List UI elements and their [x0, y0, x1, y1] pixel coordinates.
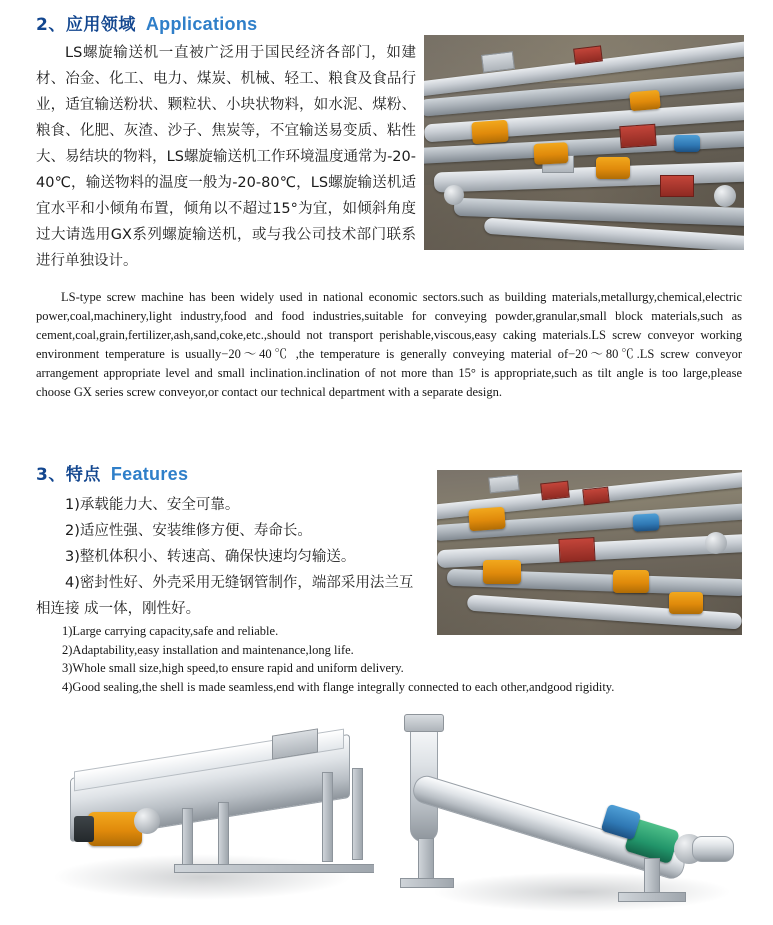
drive-motor [669, 592, 703, 614]
section-heading-applications [36, 10, 257, 35]
photo-shadow [432, 872, 732, 912]
section-number-features: 3、 [36, 465, 66, 485]
inclined-conveyor-scene [392, 712, 764, 912]
drive-motor [629, 90, 661, 112]
conveyor-inlet [404, 714, 444, 732]
conveyor-inlet-red [558, 537, 595, 563]
support-leg [418, 838, 434, 882]
list-item: 1)承载能力大、安全可靠。 [65, 497, 240, 513]
support-leg [352, 768, 363, 860]
end-flange [134, 808, 160, 834]
drive-motor-blue [633, 513, 660, 531]
features-list-english [62, 622, 722, 696]
list-item: 3)整机体积小、转速高、确保快速均匀输送。 [65, 549, 356, 565]
support-base [618, 892, 686, 902]
drive-motor [468, 507, 505, 531]
section-heading-features [36, 460, 188, 485]
applications-body-chinese: LS螺旋输送机一直被广泛用于国民经济各部门，如建材、冶金、化工、电力、煤炭、机械、轻工、粮食及食品行业，适宜输送粉状、颗粒状、小块状物料，如水泥、煤粉、粮食、化肥、灰渣、沙子、焦炭等，不宜输送易变质、粘性大、易结块的物料，LS螺旋输送机工作环境温度通常为-20-40℃，输送物料的温度一般为-20-80℃，LS螺旋输送机适宜水平和小倾角布置，倾角以不超过15°为宜，如倾斜角度过大请选用GX系列螺旋输送机，或与我公司技术部门联系进行单独设计。 [36, 45, 416, 269]
features-list-chinese [36, 492, 426, 622]
drive-motor-blue [674, 135, 700, 152]
conveyor-inlet-red [660, 175, 694, 197]
applications-body-english: LS-type screw machine has been widely used in national economic sectors.such as building materials,metallurgy,chemical,electric power,coal,machinery,light industry,food and food industries,suitable for conveying powder,granular,small block materials,such as cement,coal,grain,fertilizer,ash,sand,coke,etc.,should not transport perishable,viscous,easy caking materials.LS screw conveyor working environment temperature is usually−20～40℃ ,the temperature is generally conveying material of−20～80℃.LS screw conveyor arrangement appropriate level and small inclination.inclination of not more than 15° is appropriate,such as tilt angle is too large,please choose GX series screw conveyor,or contact our technical department with a separate design. [36, 290, 742, 399]
list-item: 4)Good sealing,the shell is made seamless,end with flange integrally connected to each other,andgood rigidity. [62, 679, 615, 694]
discharge-outlet [692, 836, 734, 862]
end-flange [705, 532, 727, 554]
section-title-en-applications: Applications [145, 14, 258, 34]
long-conveyor-scene [22, 716, 374, 906]
drive-motor [471, 120, 508, 144]
drive-motor [483, 560, 521, 584]
list-item: 4)密封性好、外壳采用无缝钢管制作，端部采用法兰互相连接 成一体，刚性好。 [36, 575, 414, 617]
list-item: 2)适应性强、安装维修方便、寿命长。 [65, 523, 312, 539]
conveyor-inlet [481, 51, 515, 73]
support-base [174, 864, 374, 873]
applications-photo-scene [424, 35, 744, 250]
drive-motor [613, 570, 649, 593]
conveyor-inlet [488, 474, 520, 493]
applications-photo [424, 35, 744, 250]
bottom-photo-long-conveyor [22, 716, 374, 906]
list-item: 3)Whole small size,high speed,to ensure rapid and uniform delivery. [62, 661, 404, 675]
support-leg [644, 858, 660, 896]
section-title-cn-applications: 应用领域 [65, 15, 136, 35]
support-leg [218, 802, 229, 868]
end-flange [444, 185, 464, 205]
section-number-applications: 2、 [36, 15, 66, 35]
section-title-en-features: Features [110, 464, 189, 484]
end-flange [714, 185, 736, 207]
drive-motor [533, 142, 568, 165]
support-base [400, 878, 454, 888]
list-item: 2)Adaptability,easy installation and maintenance,long life. [62, 642, 354, 657]
conveyor-inlet-red [573, 45, 603, 64]
conveyor-inlet-red [619, 124, 656, 148]
features-photo [437, 470, 742, 635]
section-title-cn-features: 特点 [65, 465, 101, 485]
support-leg [322, 772, 333, 862]
drive-motor [596, 157, 630, 179]
gearbox [74, 816, 94, 842]
conveyor-inlet-red [582, 487, 610, 506]
photo-shadow [52, 854, 352, 900]
list-item: 1)Large carrying capacity,safe and reliable. [62, 624, 279, 638]
features-photo-scene [437, 470, 742, 635]
support-leg [182, 808, 193, 872]
bottom-photo-inclined-conveyor [392, 712, 764, 912]
conveyor-inlet-red [540, 481, 570, 501]
